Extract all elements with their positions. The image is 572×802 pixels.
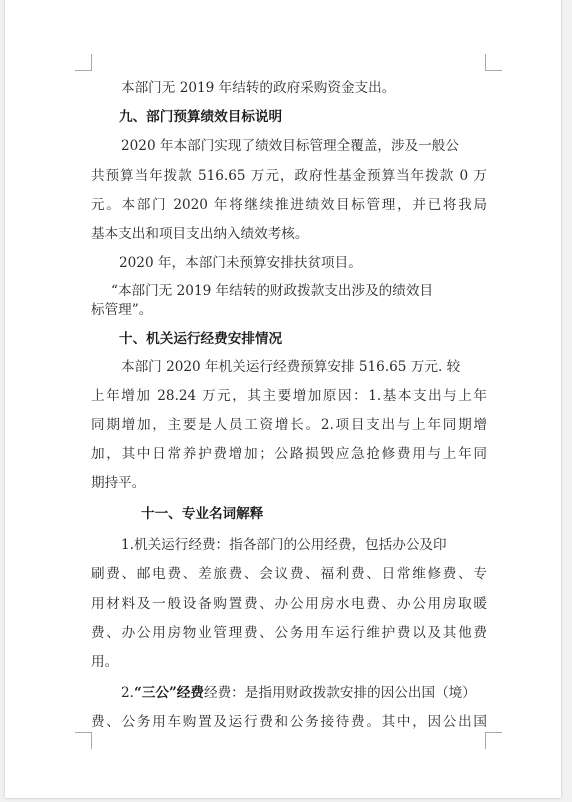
document-page xyxy=(5,0,561,798)
term-three-public-expenses: “三公”经费 xyxy=(133,685,204,701)
paragraph-line: 共预算当年拨款 516.65 万元，政府性基金预算当年拨款 0 万 xyxy=(91,168,487,184)
margin-corner-bottom-right xyxy=(485,732,502,749)
paragraph-line: 上年增加 28.24 万元，其主要增加原因：1.基本支出与上年 xyxy=(91,388,487,404)
margin-corner-bottom-left xyxy=(75,732,92,749)
paragraph-line: 用材料及一般设备购置费、办公用房水电费、办公用房取暖 xyxy=(91,596,487,612)
paragraph-line: 期持平。 xyxy=(91,475,146,491)
list-number: 2. xyxy=(121,685,134,701)
section-heading-10: 十、机关运行经费安排情况 xyxy=(119,331,283,347)
margin-corner-top-right xyxy=(485,54,502,71)
section-heading-9: 九、部门预算绩效目标说明 xyxy=(119,109,283,125)
paragraph-line: 费、办公用房物业管理费、公务用车运行维护费以及其他费 xyxy=(91,625,487,641)
paragraph-line: 元。本部门 2020 年将继续推进绩效目标管理，并已将我局 xyxy=(91,197,487,213)
paragraph-line: 刷费、邮电费、差旅费、会议费、福利费、日常维修费、专 xyxy=(91,566,487,582)
section-heading-11: 十一、专业名词解释 xyxy=(141,506,264,522)
paragraph-line: 加，其中日常养护费增加；公路损毁应急抢修费用与上年同 xyxy=(91,446,487,462)
term-definition: 经费：是指用财政拨款安排的因公出国（境） xyxy=(204,685,476,701)
paragraph-line: 同期增加，主要是人员工资增长。2.项目支出与上年同期增 xyxy=(91,417,487,433)
paragraph-line: 2020 年，本部门未预算安排扶贫项目。 xyxy=(119,255,362,271)
paragraph-line: 标管理”。 xyxy=(91,302,153,318)
paragraph-line: 用。 xyxy=(91,654,119,670)
paragraph-line: 本部门 2020 年机关运行经费预算安排 516.65 万元. 较 xyxy=(121,359,461,375)
paragraph-line: 2020 年本部门实现了绩效目标管理全覆盖，涉及一般公 xyxy=(121,138,459,154)
paragraph-line xyxy=(121,681,476,701)
paragraph-line: “本部门无 2019 年结转的财政拨款支出涉及的绩效目 xyxy=(111,283,434,299)
paragraph-line: 1.机关运行经费：指各部门的公用经费，包括办公及印 xyxy=(121,537,447,553)
margin-corner-top-left xyxy=(75,54,92,71)
paragraph-line: 基本支出和项目支出纳入绩效考核。 xyxy=(91,226,309,242)
paragraph-line: 费、公务用车购置及运行费和公务接待费。其中，因公出国 xyxy=(91,714,487,730)
paragraph-line: 本部门无 2019 年结转的政府采购资金支出。 xyxy=(121,80,396,96)
